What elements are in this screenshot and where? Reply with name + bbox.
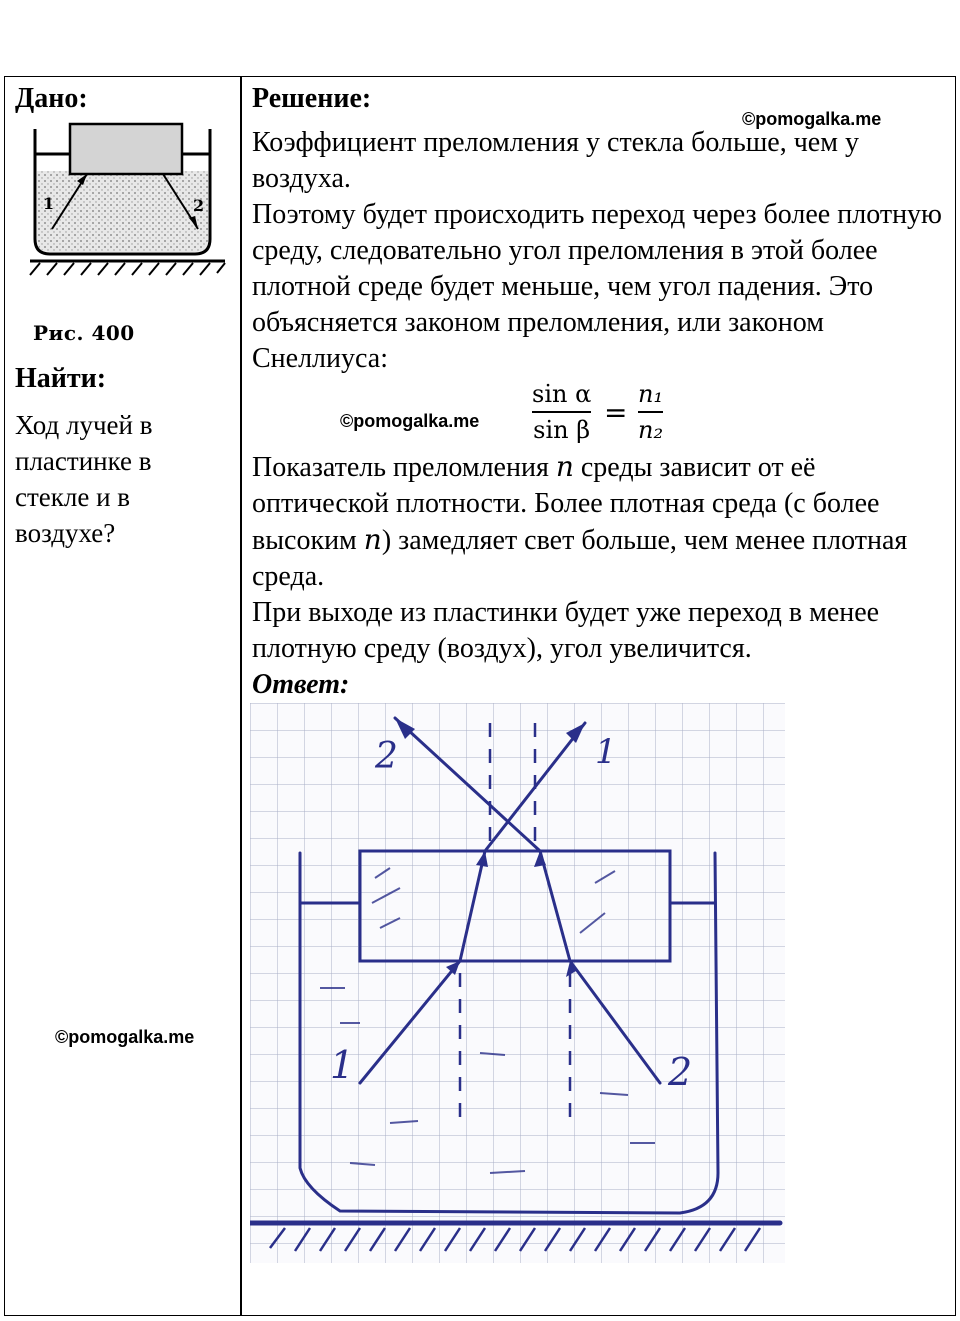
formula-equals: = xyxy=(604,396,628,429)
formula-lhs-num: sin α xyxy=(532,380,592,408)
watermark: ©pomogalka.me xyxy=(55,1027,195,1047)
solution-heading: Решение: xyxy=(252,83,372,114)
find-text: Ход лучей в пластинке в стекле и в воздухе? xyxy=(15,410,153,548)
formula-rhs-den: n₂ xyxy=(638,416,664,444)
formula-rhs xyxy=(638,377,663,447)
solution-paragraph: Показатель преломления n среды зависит от её оптической плотности. Более плотная среда (с более высоким n) замедляет свет больше, чем менее плотная среда. xyxy=(252,450,908,592)
ray-label-1: 1 xyxy=(43,194,55,213)
ground-hatching xyxy=(30,263,225,275)
figure-caption: Рис. 400 xyxy=(33,321,135,345)
formula-lhs-den: sin β xyxy=(533,416,591,444)
watermark: ©pomogalka.me xyxy=(340,411,480,431)
grid-paper xyxy=(250,703,785,1263)
solution-paragraph: Поэтому будет происходить переход через более плотную среду, следовательно угол преломления в этой более плотной среде будет меньше, чем угол падения. Это объясняется законом преломления, или законом Снеллиуса: xyxy=(252,199,942,374)
solution-paragraph: При выходе из пластинки будет уже переход в менее плотную среду (воздух), угол увеличится. xyxy=(252,597,880,664)
answer-label: Ответ: xyxy=(252,669,350,700)
watermark: ©pomogalka.me xyxy=(742,109,882,129)
answer-sketch xyxy=(250,703,785,1263)
sketch-label-2-top: 2 xyxy=(375,736,398,777)
solution-paragraph: Коэффициент преломления у стекла больше, чем у воздуха. xyxy=(252,127,859,194)
sketch-label-2-bottom: 2 xyxy=(668,1050,693,1094)
formula-rhs-num: n₁ xyxy=(638,380,664,408)
ray-label-2: 2 xyxy=(193,196,205,215)
solution-body xyxy=(252,125,952,703)
given-heading: Дано: xyxy=(15,83,88,114)
find-heading: Найти: xyxy=(15,363,107,394)
sketch-label-1-bottom: 1 xyxy=(330,1043,355,1087)
solution-column xyxy=(242,77,954,1315)
snell-formula xyxy=(252,377,952,449)
formula-lhs xyxy=(532,377,591,447)
given-column xyxy=(5,77,240,1315)
glass-plate xyxy=(70,124,182,174)
given-figure xyxy=(25,119,245,319)
solution-table xyxy=(4,76,956,1316)
sketch-label-1-top: 1 xyxy=(595,732,617,772)
